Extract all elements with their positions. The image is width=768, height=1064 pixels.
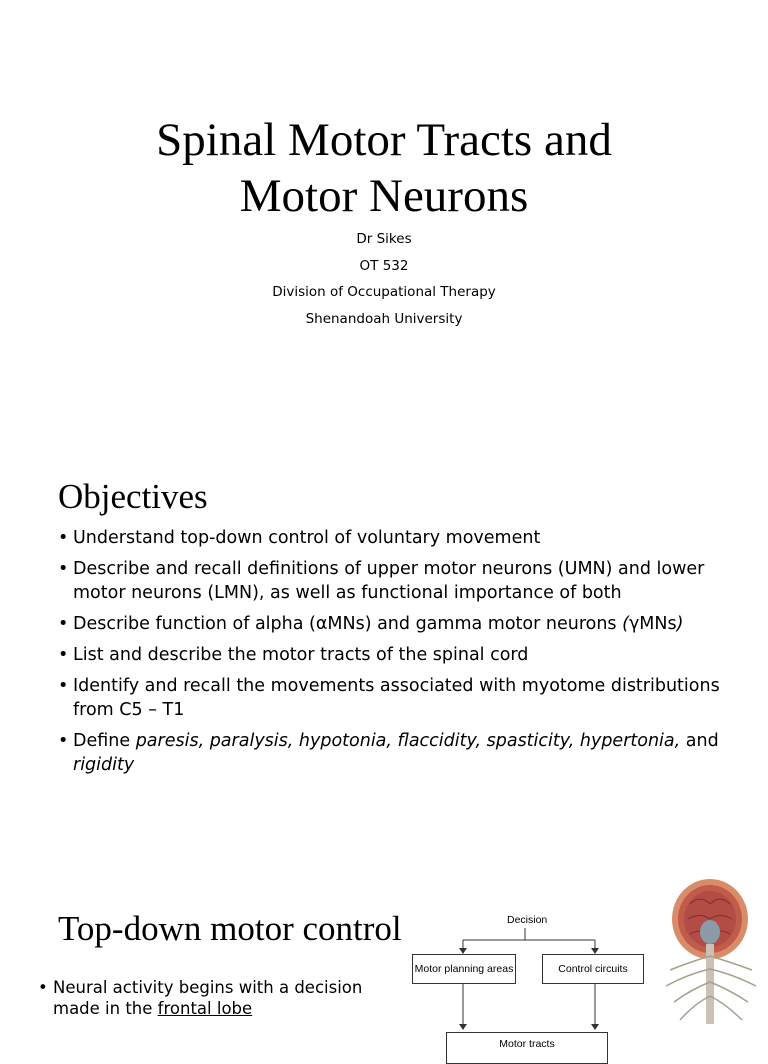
bullet-icon: • [58,645,69,665]
bullet-icon: • [38,978,48,997]
bullet-icon: • [58,676,69,696]
list-item: • List and describe the motor tracts of the spinal cord [58,645,529,665]
decision-label: Decision [507,914,548,926]
motor-planning-box: Motor planning areas [412,954,516,984]
list-item: • Neural activity begins with a decision made in the frontal lobe [38,978,363,1018]
bullet-icon: • [58,559,69,579]
nervous-system-illustration [660,874,768,1024]
title-slide [0,0,768,432]
subtitle-block [0,228,768,334]
list-item: • Describe and recall definitions of upper motor neurons (UMN) and lower motor neurons (LMN), as well as functional importance of both [58,559,705,603]
motor-control-heading: Top-down motor control [58,909,402,948]
list-item: • Understand top-down control of voluntary movement [58,528,541,548]
objectives-slide [0,456,768,840]
objectives-heading: Objectives [58,477,208,516]
author: Dr Sikes [356,231,412,247]
bullet-icon: • [58,614,69,634]
list-item: • Identify and recall the movements associated with myotome distributions from C5 – T1 [58,676,720,720]
motor-control-slide [0,864,768,1050]
motor-control-list [38,977,368,1026]
frontal-lobe-term: frontal lobe [157,999,253,1018]
list-item: • Define paresis, paralysis, hypotonia, flaccidity, spasticity, hypertonia, and rigidity [58,731,719,775]
motor-control-flowchart [390,904,660,1050]
presentation-title [0,112,768,224]
university: Shenandoah University [305,310,463,327]
title-line-2: Motor Neurons [239,170,529,222]
list-item: • Describe function of alpha (αMNs) and gamma motor neurons (γMNs) [58,614,684,634]
control-circuits-box: Control circuits [542,954,644,984]
division: Division of Occupational Therapy [272,284,496,300]
title-line-1: Spinal Motor Tracts and [156,114,612,166]
bullet-icon: • [58,731,69,751]
bullet-icon: • [58,528,69,548]
objectives-list [58,526,738,784]
motor-tracts-box: Motor tracts [446,1032,608,1064]
course-code: OT 532 [359,257,409,274]
